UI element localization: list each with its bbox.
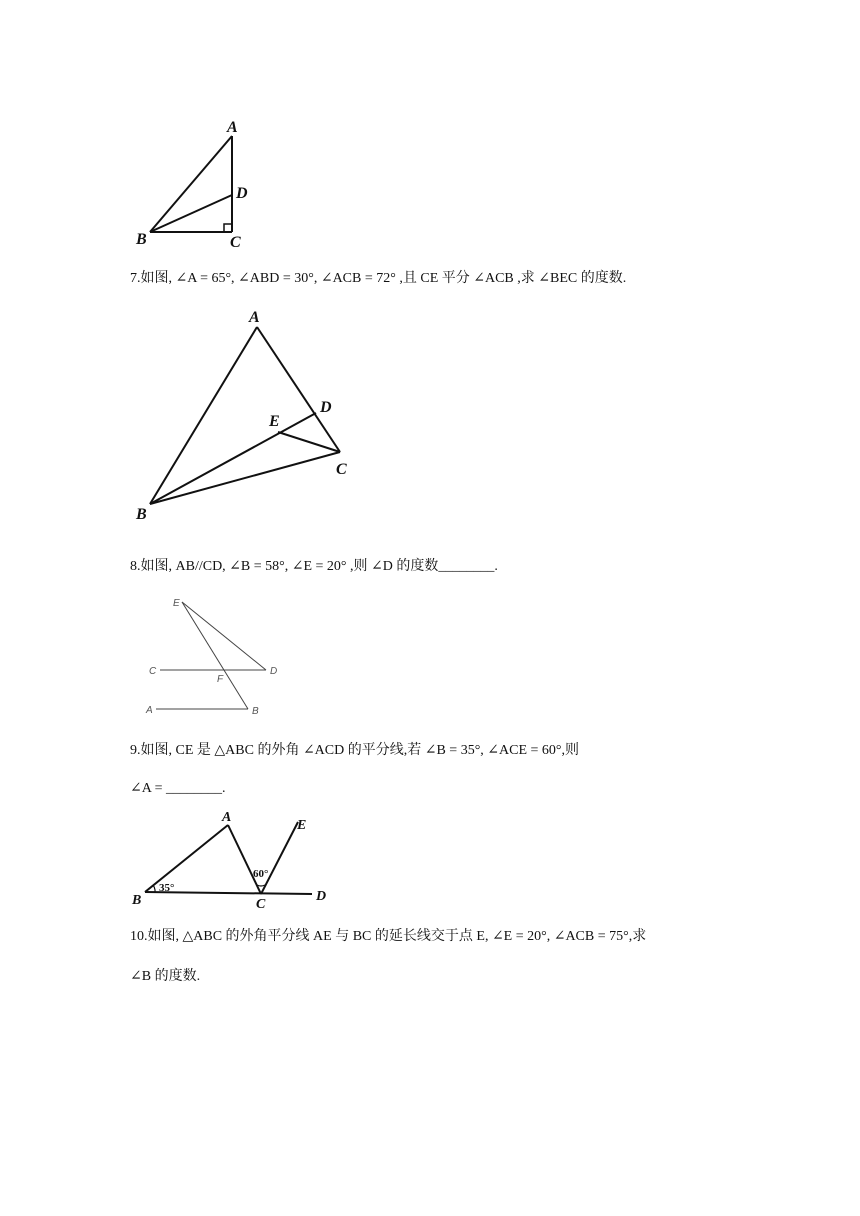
- segment-ac: [228, 825, 261, 894]
- segment-bd: [150, 413, 316, 504]
- right-angle-marker: [224, 224, 232, 232]
- segment-bd: [150, 195, 232, 232]
- question-8: 8.如图, AB//CD, ∠B = 58°, ∠E = 20° ,则 ∠D 的度数________.: [130, 559, 498, 574]
- label-c: C: [230, 234, 241, 251]
- line-eb: [182, 602, 248, 709]
- segment-ab: [145, 825, 228, 892]
- label-a: A: [222, 810, 232, 825]
- label-a: A: [146, 705, 153, 716]
- segment-ab: [150, 327, 257, 504]
- label-d: D: [236, 185, 248, 202]
- segment-ac: [257, 327, 340, 452]
- label-c: C: [336, 461, 347, 478]
- ray-ce: [261, 822, 298, 894]
- figure-1-right-triangle: [130, 112, 270, 252]
- angle-c-arc: [257, 885, 265, 886]
- label-a: A: [249, 309, 260, 326]
- label-b: B: [252, 706, 259, 717]
- label-e: E: [269, 413, 280, 430]
- label-f: F: [217, 674, 224, 685]
- figure-7-triangle: [130, 300, 370, 530]
- label-c: C: [149, 666, 157, 677]
- label-e: E: [297, 818, 307, 833]
- label-d: D: [270, 666, 278, 677]
- figure-7-svg: [130, 300, 370, 530]
- segment-bc: [150, 452, 340, 504]
- label-b: B: [136, 231, 147, 248]
- segment-ce: [278, 432, 340, 452]
- question-10-line-2: ∠B 的度数.: [130, 969, 201, 984]
- label-c: C: [256, 897, 266, 912]
- angle-c-label: 60°: [253, 868, 269, 880]
- figure-8-svg: [140, 590, 290, 720]
- label-a: A: [227, 119, 238, 136]
- figure-8-parallel-lines: [140, 590, 290, 720]
- label-b: B: [132, 893, 142, 908]
- angle-b-arc: [153, 885, 155, 892]
- label-d: D: [316, 889, 327, 904]
- question-9-line-1: 9.如图, CE 是 △ABC 的外角 ∠ACD 的平分线,若 ∠B = 35°, ∠ACE = 60°,则: [130, 743, 580, 758]
- question-9-line-2: ∠A = ________.: [130, 781, 226, 796]
- question-7: 7.如图, ∠A = 65°, ∠ABD = 30°, ∠ACB = 72° ,且 CE 平分 ∠ACB ,求 ∠BEC 的度数.: [130, 271, 627, 286]
- question-10-line-1: 10.如图, △ABC 的外角平分线 AE 与 BC 的延长线交于点 E, ∠E = 20°, ∠ACB = 75°,求: [130, 929, 647, 944]
- label-d: D: [320, 399, 332, 416]
- label-b: B: [136, 506, 147, 523]
- figure-9-svg: [130, 808, 350, 913]
- label-e: E: [173, 598, 180, 609]
- segment-ab: [150, 136, 232, 232]
- angle-b-label: 35°: [159, 882, 175, 894]
- figure-1-svg: [130, 112, 270, 252]
- line-ed: [182, 602, 266, 670]
- figure-9-exterior-angle: [130, 808, 350, 913]
